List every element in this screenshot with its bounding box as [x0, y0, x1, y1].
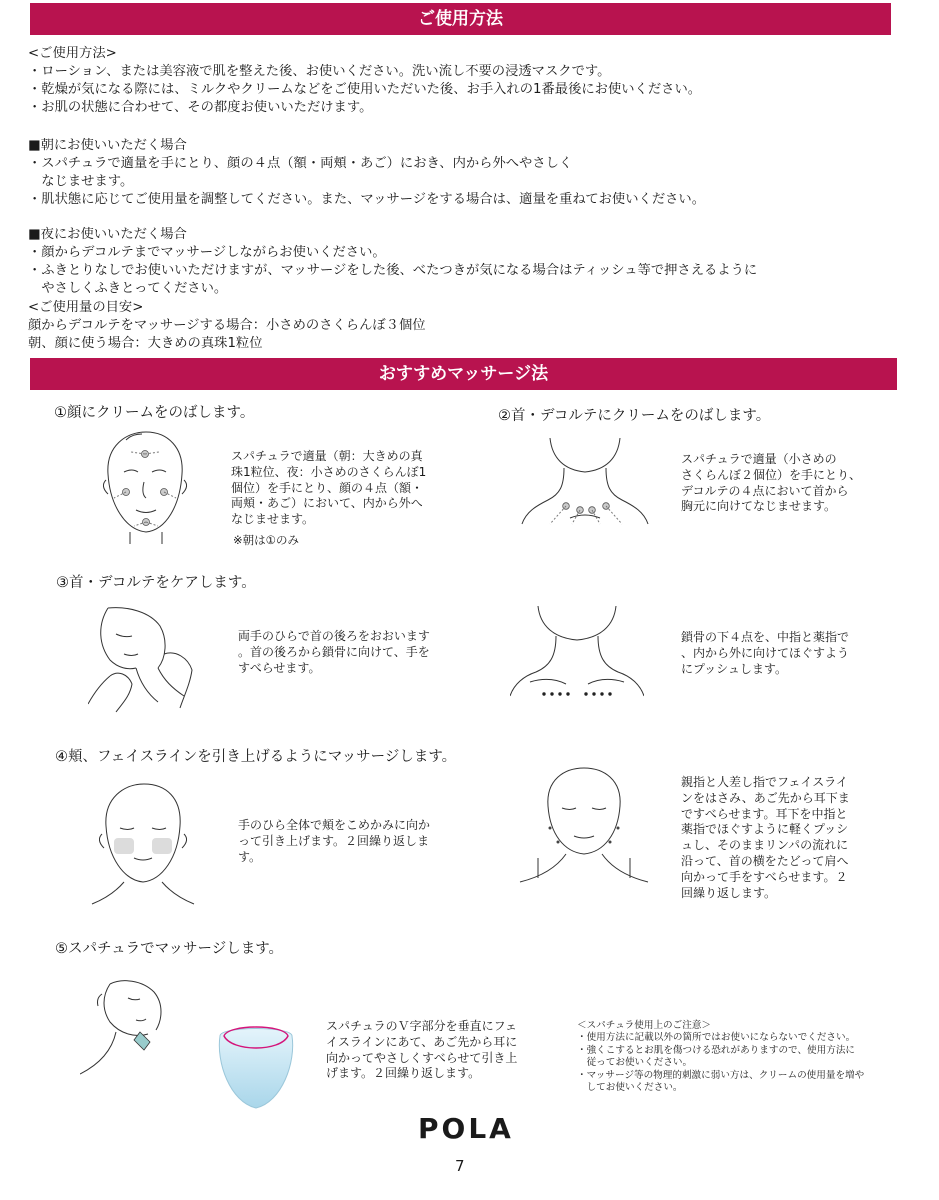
step3-description-a: 両手のひらで首の後ろをおおいます 。首の後ろから鎖骨に向けて、手を すべらせます。	[238, 629, 430, 675]
usage-amount	[28, 299, 426, 353]
usage-night-line: ・顔からデコルテまでマッサージしながらお使いください。	[28, 245, 386, 260]
cheek-lift-illustration	[88, 782, 196, 906]
step5-title: ⑤スパチュラでマッサージします。	[55, 941, 284, 957]
step1-note: ※朝は①のみ	[233, 533, 299, 547]
usage-night	[28, 226, 757, 298]
spatula-product-illustration	[214, 1022, 298, 1110]
usage-morning-line: ■朝にお使いいただく場合	[28, 138, 187, 153]
step1-description: スパチュラで適量（朝：大きめの真 珠1粒位、夜：小さめのさくらんぼ1 個位）を手にとり、顔の４点（額・ 両頬・あご）において、内から外へ なじませます。	[231, 449, 427, 527]
step3-description-b: 鎖骨の下４点を、中指と薬指で 、内から外に向けてほぐすよう にプッシュします。	[681, 630, 850, 676]
step5-description: スパチュラのＶ字部分を垂直にフェ イスラインにあて、あご先から耳に 向かってやさしくすべらせて引き上 げます。２回繰り返します。	[326, 1019, 518, 1081]
step4-description-b: 親指と人差し指でフェイスライ ンをはさみ、あご先から耳下ま ですべらせます。耳下を中指と 薬指でほぐすように軽くプッシ ュし、そのままリンパの流れに 沿って、首の横をたどって肩へ 向かって手をすべらせます。２ 回繰り返します。	[681, 775, 850, 900]
page-number: 7	[455, 1157, 465, 1175]
usage-night-line: ・ふきとりなしでお使いいただけますが、マッサージをした後、べたつきが気になる場合はティッシュ等で押さえるように	[28, 263, 758, 278]
usage-morning-line: なじませます。	[28, 174, 134, 189]
spatula-faceline-illustration	[80, 976, 180, 1080]
usage-morning	[28, 137, 705, 209]
step1-title: ①顔にクリームをのばします。	[54, 405, 255, 421]
usage-intro-line: ・ローション、または美容液で肌を整えた後、お使いください。洗い流し不要の浸透マスクです。	[28, 64, 611, 79]
step2-description: スパチュラで適量（小さめの さくらんぼ２個位）を手にとり、 デコルテの４点において首から 胸元に向けてなじませます。	[681, 452, 862, 514]
usage-night-line: やさしくふきとってください。	[28, 281, 228, 296]
usage-amount-line: 朝、顔に使う場合：大きめの真珠1粒位	[28, 336, 263, 351]
usage-intro	[28, 45, 701, 117]
step2-title: ②首・デコルテにクリームをのばします。	[498, 408, 771, 424]
spatula-caution-note: ＜スパチュラ使用上のご注意＞ ・使用方法に記載以外の箇所ではお使いにならないでください。 ・強くこするとお肌を傷つける恐れがありますので、使用方法に 従ってお使いください。 ・マッサージ等の物理的刺激に弱い方は、クリームの使用量を増や してお使いください。	[577, 1020, 865, 1094]
usage-intro-line: <ご使用方法>	[28, 46, 117, 61]
pola-logo: POLA	[418, 1112, 514, 1145]
massage-header: おすすめマッサージ法	[30, 358, 897, 390]
collarbone-push-illustration	[510, 606, 644, 702]
usage-intro-line: ・お肌の状態に合わせて、その都度お使いいただけます。	[28, 100, 373, 115]
step3-title: ③首・デコルテをケアします。	[56, 575, 256, 591]
usage-night-line: ■夜にお使いいただく場合	[28, 227, 187, 242]
step4-description-a: 手のひら全体で頬をこめかみに向か って引き上げます。２回繰り返しま す。	[238, 818, 431, 864]
usage-morning-line: ・肌状態に応じてご使用量を調整してください。また、マッサージをする場合は、適量を重ねてお使いください。	[28, 192, 706, 207]
usage-amount-line: 顔からデコルテをマッサージする場合：小さめのさくらんぼ３個位	[28, 318, 426, 333]
face-front-illustration	[96, 426, 192, 544]
faceline-pinch-illustration	[518, 766, 650, 884]
step4-title: ④頬、フェイスラインを引き上げるようにマッサージします。	[55, 749, 457, 765]
usage-header: ご使用方法	[30, 3, 891, 35]
usage-amount-line: <ご使用量の目安>	[28, 300, 144, 315]
decollete-illustration	[520, 438, 650, 534]
usage-intro-line: ・乾燥が気になる際には、ミルクやクリームなどをご使用いただいた後、お手入れの1番最後にお使いください。	[28, 82, 702, 97]
neck-back-hands-illustration	[88, 604, 200, 716]
usage-morning-line: ・スパチュラで適量を手にとり、顔の４点（額・両頬・あご）におき、内から外へやさしく	[28, 156, 573, 171]
